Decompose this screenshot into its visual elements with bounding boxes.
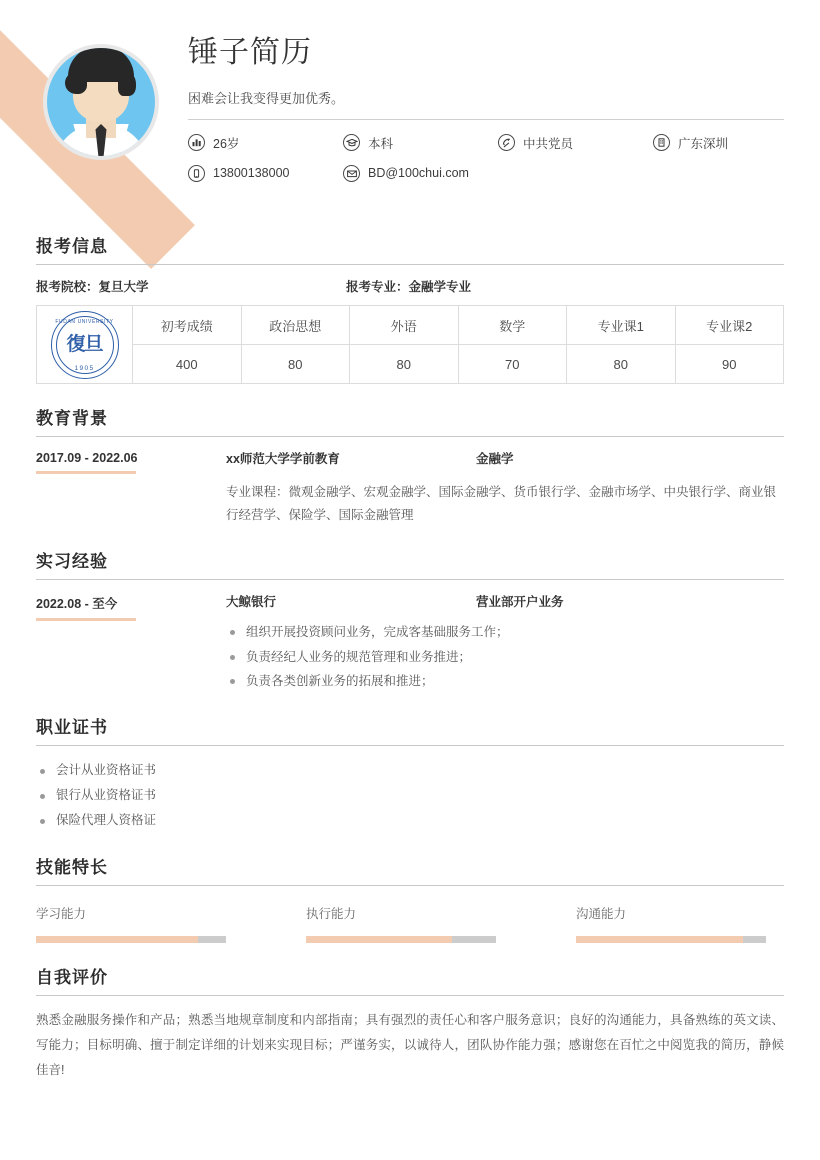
table-header-cell: 初考成绩 (133, 306, 242, 345)
resume-content (0, 232, 820, 1083)
internship-duty-list (226, 620, 784, 693)
table-score-cell: 400 (133, 345, 242, 384)
contact-item-email (343, 165, 498, 182)
table-header-cell: 数学 (458, 306, 567, 345)
section-rule-education (36, 436, 784, 437)
internship-date: 2022.08 - 至今 (36, 597, 118, 612)
skill-label: 执行能力 (306, 907, 357, 922)
section-title-internship: 实习经验 (36, 552, 108, 572)
list-item: 保险代理人资格证 (36, 808, 784, 833)
section-title-self-evaluation: 自我评价 (36, 968, 108, 988)
fudan-university-seal-icon (51, 311, 119, 379)
contact-item-phone (188, 165, 343, 182)
section-internship (36, 547, 784, 693)
exam-meta-row (36, 277, 784, 295)
contact-political-status-label: 中共党员 (523, 136, 574, 151)
section-title-certificates: 职业证书 (36, 718, 108, 738)
contact-location-label: 广东深圳 (678, 136, 729, 151)
date-underline (36, 471, 136, 474)
table-header-cell: 专业课2 (675, 306, 784, 345)
contact-grid (188, 134, 784, 182)
table-score-cell: 90 (675, 345, 784, 384)
table-row-header (37, 306, 784, 345)
list-item: 负责各类创新业务的拓展和推进； (226, 669, 784, 693)
date-underline (36, 618, 136, 621)
seal-top-text: FUDAN UNIVERSITY (55, 318, 114, 325)
contact-age-label: 26岁 (213, 136, 240, 151)
table-header-cell: 外语 (350, 306, 459, 345)
skill-fill (576, 936, 743, 943)
skill-label: 学习能力 (36, 907, 87, 922)
section-title-education: 教育背景 (36, 409, 108, 428)
education-date-block (36, 449, 226, 527)
education-body (226, 449, 784, 527)
internship-company: 大鲸银行 (226, 595, 277, 610)
education-major: 金融学 (476, 452, 514, 466)
section-rule-certificates (36, 745, 784, 746)
skill-fill (306, 936, 452, 943)
bar-chart-icon (188, 134, 205, 151)
contact-phone-label: 13800138000 (213, 166, 290, 180)
graduation-cap-icon (343, 134, 360, 151)
section-rule-self-evaluation (36, 995, 784, 996)
seal-center-text: 復旦 (66, 333, 103, 355)
skill-track (576, 936, 766, 943)
education-head (226, 449, 784, 467)
resume-header (0, 0, 820, 212)
internship-date-block (36, 592, 226, 693)
header-divider (188, 119, 784, 120)
table-row-scores (37, 345, 784, 384)
section-skills (36, 853, 784, 943)
section-exam-info (36, 232, 784, 384)
internship-role: 营业部开户业务 (476, 595, 564, 610)
exam-school: 报考院校：复旦大学 (36, 280, 149, 294)
table-score-cell: 80 (241, 345, 350, 384)
avatar (43, 44, 159, 160)
education-courses: 专业课程：微观金融学、宏观金融学、国际金融学、货币银行学、金融市场学、中央银行学、商业银行经营学、保险学、国际金融管理 (226, 485, 777, 523)
header-info (174, 22, 784, 212)
contact-email-label: BD@100chui.com (368, 166, 469, 180)
seal-year: 1905 (74, 364, 95, 372)
table-score-cell: 80 (567, 345, 676, 384)
contact-item-political-status (498, 134, 653, 152)
skill-fill (36, 936, 198, 943)
section-certificates (36, 713, 784, 833)
internship-head (226, 592, 784, 610)
contact-item-education (343, 134, 498, 152)
section-title-skills: 技能特长 (36, 858, 108, 878)
skill-item-communication (576, 904, 766, 943)
list-item: 银行从业资格证书 (36, 783, 784, 808)
education-entry (36, 449, 784, 527)
table-score-cell: 80 (350, 345, 459, 384)
university-seal-cell (37, 306, 133, 384)
section-title-exam: 报考信息 (36, 237, 108, 256)
avatar-container (28, 22, 174, 212)
education-school: xx师范大学学前教育 (226, 452, 340, 466)
education-date: 2017.09 - 2022.06 (36, 451, 138, 465)
section-self-evaluation (36, 963, 784, 1083)
exam-score-table (36, 305, 784, 384)
skill-item-execution (306, 904, 496, 943)
section-rule-exam (36, 264, 784, 265)
skill-label: 沟通能力 (576, 907, 627, 922)
section-education (36, 404, 784, 527)
avatar-hair (68, 46, 134, 82)
section-rule-internship (36, 579, 784, 580)
table-header-cell: 政治思想 (241, 306, 350, 345)
table-header-cell: 专业课1 (567, 306, 676, 345)
building-icon (653, 134, 670, 151)
hammer-sickle-icon (498, 134, 515, 151)
section-rule-skills (36, 885, 784, 886)
contact-item-location (653, 134, 784, 152)
list-item: 组织开展投资顾问业务，完成客基础服务工作； (226, 620, 784, 644)
personal-motto: 困难会让我变得更加优秀。 (188, 90, 345, 106)
contact-education-label: 本科 (368, 136, 394, 151)
list-item: 会计从业资格证书 (36, 758, 784, 783)
certificate-list (36, 758, 784, 833)
envelope-icon (343, 165, 360, 182)
skill-track (36, 936, 226, 943)
skill-track (306, 936, 496, 943)
exam-major: 报考专业：金融学专业 (346, 280, 472, 294)
internship-entry (36, 592, 784, 693)
skill-item-learning (36, 904, 226, 943)
mobile-phone-icon (188, 165, 205, 182)
self-evaluation-text: 熟悉金融服务操作和产品；熟悉当地规章制度和内部指南；具有强烈的责任心和客户服务意识；良好的沟通能力，具备熟练的英文读、写能力；目标明确、擅于制定详细的计划来实现目标；严谨务实，以诚待人，团队协作能力强；感谢您在百忙之中阅览我的简历，静候佳音! (36, 1013, 784, 1078)
internship-body (226, 592, 784, 693)
page-title: 锤子简历 (188, 36, 312, 69)
skills-row (36, 904, 784, 943)
list-item: 负责经纪人业务的规范管理和业务推进； (226, 645, 784, 669)
contact-item-age (188, 134, 343, 152)
table-score-cell: 70 (458, 345, 567, 384)
